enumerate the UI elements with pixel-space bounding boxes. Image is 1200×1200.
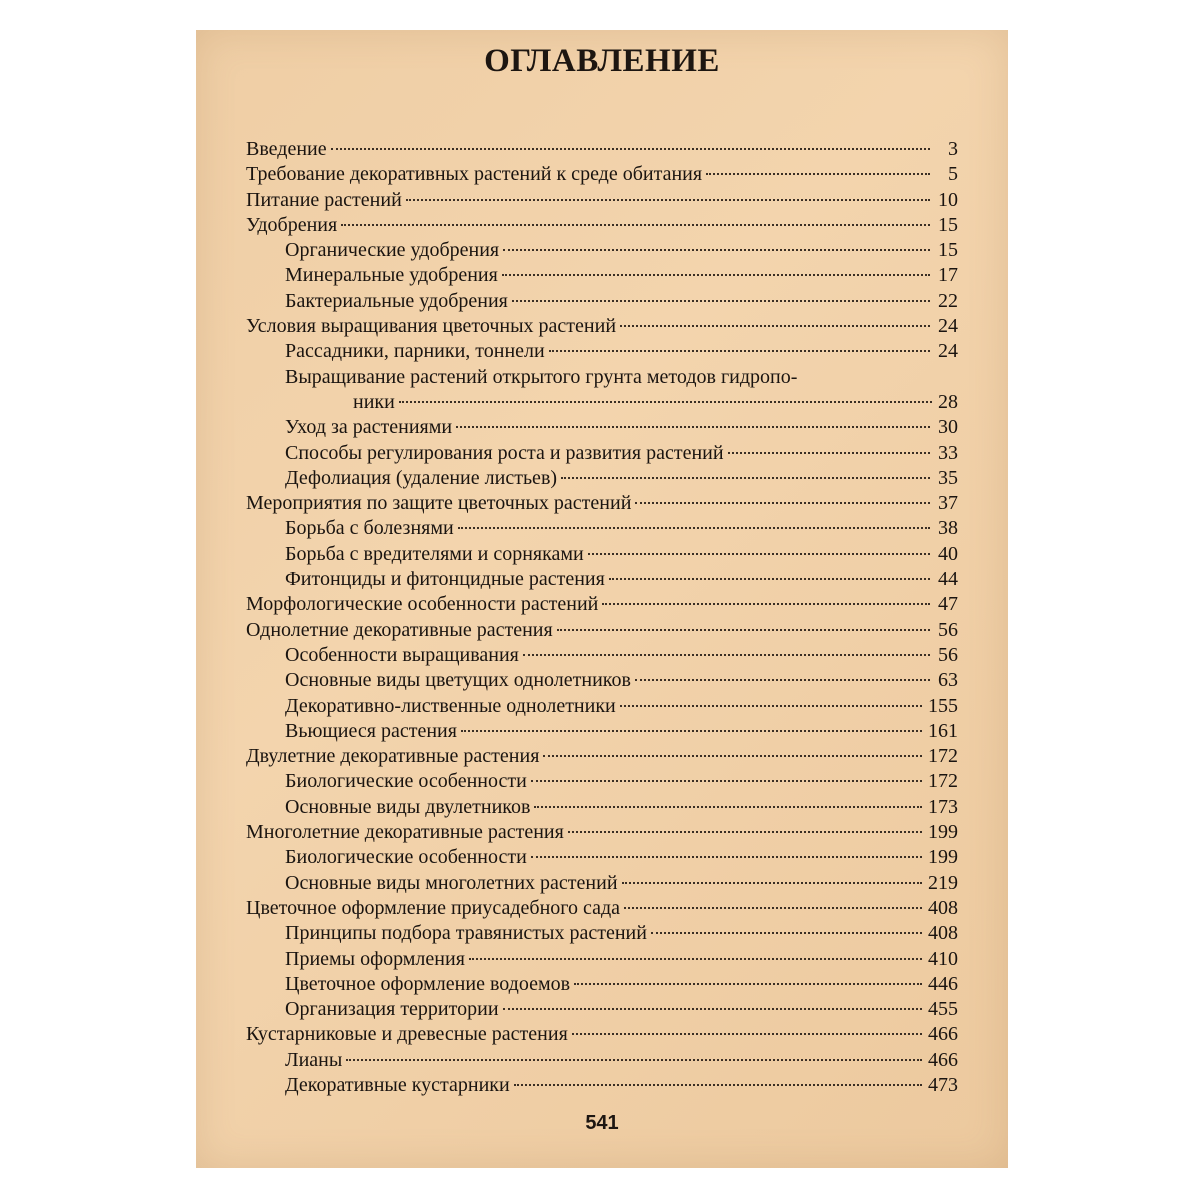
leader-dots — [399, 401, 932, 403]
toc-subentry — [246, 795, 958, 820]
toc-entry-page: 24 — [938, 340, 958, 363]
toc-entry-label: Требование декоративных растений к среде обитания — [246, 163, 703, 186]
leader-dots — [346, 1059, 922, 1061]
leader-dots — [531, 856, 922, 858]
toc-entry-page: 446 — [928, 972, 958, 995]
toc-entry-page: 466 — [928, 1023, 958, 1046]
toc-entry-page: 455 — [928, 998, 958, 1021]
leader-dots — [531, 780, 922, 782]
toc-entry — [246, 137, 958, 162]
toc-subentry — [246, 441, 958, 466]
toc-entry-page: 38 — [938, 517, 958, 540]
toc-entry-label: Борьба с вредителями и сорняками — [285, 542, 584, 565]
leader-dots — [588, 553, 930, 555]
leader-dots — [331, 148, 930, 150]
leader-dots — [557, 629, 930, 631]
leader-dots — [572, 1033, 922, 1035]
leader-dots — [706, 173, 930, 175]
toc-entry-page: 161 — [928, 719, 958, 742]
toc-entry-label: Принципы подбора травянистых растений — [285, 922, 647, 945]
leader-dots — [620, 705, 922, 707]
toc-entry-page: 28 — [938, 390, 958, 413]
toc-entry — [246, 314, 958, 339]
toc-entry-label: Фитонциды и фитонцидные растения — [285, 568, 605, 591]
toc-entry-page: 408 — [928, 896, 958, 919]
toc-entry-label: Минеральные удобрения — [285, 264, 498, 287]
leader-dots — [341, 224, 930, 226]
toc-entry-label: Уход за растениями — [285, 416, 453, 439]
leader-dots — [728, 452, 930, 454]
toc-entry-page: 172 — [928, 745, 958, 768]
toc-entry-label: Однолетние декоративные растения — [246, 618, 553, 641]
toc-entry — [246, 896, 958, 921]
toc-entry-page: 410 — [928, 947, 958, 970]
toc-entry-page: 173 — [928, 795, 958, 818]
leader-dots — [502, 274, 930, 276]
leader-dots — [549, 350, 930, 352]
leader-dots — [622, 882, 922, 884]
toc-entry-page: 5 — [948, 163, 958, 186]
toc-entry-page: 408 — [928, 922, 958, 945]
toc-subentry — [246, 1048, 958, 1073]
toc-entry — [246, 491, 958, 516]
toc-entry-label: Цветочное оформление приусадебного сада — [246, 896, 621, 919]
toc-entry-label: Вьющиеся растения — [285, 719, 457, 742]
toc-subentry-wrapped — [246, 365, 958, 416]
toc-entry — [246, 162, 958, 187]
toc-entry-label: Цветочное оформление водоемов — [285, 972, 571, 995]
toc-entry-page: 40 — [938, 542, 958, 565]
toc-entry-label: Введение — [246, 138, 327, 160]
toc-entry-page: 47 — [938, 593, 958, 616]
toc-entry-label: Морфологические особенности растений — [246, 593, 599, 616]
toc-subentry — [246, 289, 958, 314]
toc-subentry — [246, 238, 958, 263]
toc-entry-label: Декоративные кустарники — [285, 1073, 510, 1096]
leader-dots — [620, 325, 930, 327]
leader-dots — [503, 1008, 922, 1010]
toc-entry-label: Основные виды многолетних растений — [285, 871, 618, 894]
toc-entry-label: Условия выращивания цветочных растений — [246, 315, 617, 338]
page-title: ОГЛАВЛЕНИЕ — [484, 43, 720, 79]
page-number: 541 — [585, 1112, 619, 1134]
toc-entry-page: 44 — [938, 568, 958, 591]
toc-entry — [246, 820, 958, 845]
toc-entry-page: 3 — [948, 138, 958, 160]
toc-entry-page: 15 — [938, 239, 958, 262]
toc-entry-label: Основные виды двулетников — [285, 795, 531, 818]
leader-dots — [635, 679, 930, 681]
toc-entry-label-continued: ники — [353, 390, 395, 413]
leader-dots — [602, 603, 930, 605]
toc-entry-label: Многолетние декоративные растения — [246, 821, 564, 844]
toc-entry — [246, 213, 958, 238]
leader-dots — [624, 907, 922, 909]
toc-entry-page: 22 — [938, 289, 958, 312]
toc-entry-label: Борьба с болезнями — [285, 517, 454, 540]
leader-dots — [574, 983, 922, 985]
toc-entry-page: 33 — [938, 441, 958, 464]
toc-entry-page: 219 — [928, 871, 958, 894]
toc-subentry — [246, 415, 958, 440]
toc-entry-label: Биологические особенности — [285, 846, 527, 869]
toc-entry-label: Питание растений — [246, 188, 402, 211]
toc-entry-page: 172 — [928, 770, 958, 793]
toc-entry-page: 199 — [928, 821, 958, 844]
toc-entry-page: 10 — [938, 188, 958, 211]
leader-dots — [568, 831, 922, 833]
toc-entry-label: Кустарниковые и древесные растения — [246, 1023, 568, 1046]
toc-subentry — [246, 947, 958, 972]
leader-dots — [469, 958, 922, 960]
leader-dots — [503, 249, 930, 251]
toc-subentry — [246, 921, 958, 946]
toc-subentry — [246, 542, 958, 567]
toc-subentry — [246, 643, 958, 668]
leader-dots — [512, 300, 930, 302]
toc-subentry — [246, 668, 958, 693]
leader-dots — [461, 730, 922, 732]
toc-entry-label: Мероприятия по защите цветочных растений — [246, 492, 632, 515]
toc-entry-page: 63 — [938, 669, 958, 692]
toc-subentry — [246, 997, 958, 1022]
toc-entry-page: 466 — [928, 1048, 958, 1071]
leader-dots — [406, 199, 930, 201]
toc-entry-label: Биологические особенности — [285, 770, 527, 793]
toc-subentry — [246, 567, 958, 592]
toc-subentry — [246, 466, 958, 491]
toc-subentry — [246, 339, 958, 364]
toc-entry-page: 56 — [938, 643, 958, 666]
toc-entry — [246, 744, 958, 769]
toc-entry-page: 155 — [928, 694, 958, 717]
toc-entry-page: 56 — [938, 618, 958, 641]
leader-dots — [651, 932, 922, 934]
leader-dots — [635, 502, 930, 504]
toc-entry-page: 24 — [938, 315, 958, 338]
toc-subentry — [246, 769, 958, 794]
toc-entry-label: Особенности выращивания — [285, 643, 519, 666]
leader-dots — [543, 755, 922, 757]
toc-entry-page: 35 — [938, 466, 958, 489]
toc-entry-page: 30 — [938, 416, 958, 439]
leader-dots — [514, 1084, 922, 1086]
toc-subentry — [246, 263, 958, 288]
toc-entry-label: Организация территории — [285, 998, 499, 1021]
toc-entry-label: Дефолиация (удаление листьев) — [285, 466, 558, 489]
toc-entry-label: Рассадники, парники, тоннели — [285, 340, 545, 363]
toc-entry-label: Лианы — [285, 1048, 343, 1071]
toc-subentry — [246, 694, 958, 719]
toc-entry-continuation — [246, 390, 958, 415]
toc-entry — [246, 592, 958, 617]
toc-entry-label: Органические удобрения — [285, 239, 500, 262]
toc-subentry — [246, 845, 958, 870]
toc-entry — [246, 618, 958, 643]
toc-subentry — [246, 871, 958, 896]
toc-entry-page: 199 — [928, 846, 958, 869]
toc-entry-label: Бактериальные удобрения — [285, 289, 508, 312]
toc-entry — [246, 1022, 958, 1047]
toc-subentry — [246, 1073, 958, 1098]
toc-entry-page: 15 — [938, 213, 958, 236]
leader-dots — [456, 426, 930, 428]
toc-entry-label: Удобрения — [246, 213, 338, 236]
toc-entry — [246, 188, 958, 213]
leader-dots — [609, 578, 930, 580]
toc-subentry — [246, 719, 958, 744]
toc-entry-label: Приемы оформления — [285, 947, 465, 970]
leader-dots — [561, 477, 930, 479]
leader-dots — [534, 806, 922, 808]
leader-dots — [523, 654, 930, 656]
toc-entry-label: Декоративно-лиственные однолетники — [285, 694, 616, 717]
leader-dots — [458, 527, 930, 529]
toc-entry-label: Способы регулирования роста и развития растений — [285, 441, 724, 464]
table-of-contents — [246, 137, 958, 1098]
book-page — [196, 30, 1008, 1168]
toc-entry-label: Основные виды цветущих однолетников — [285, 669, 631, 692]
toc-entry-label: Двулетние декоративные растения — [246, 745, 540, 768]
toc-entry-page: 17 — [938, 264, 958, 287]
toc-subentry — [246, 972, 958, 997]
toc-subentry — [246, 516, 958, 541]
toc-entry-page: 37 — [938, 492, 958, 515]
toc-entry-page: 473 — [928, 1073, 958, 1096]
toc-entry-label: Выращивание растений открытого грунта методов гидропо- — [285, 365, 798, 388]
